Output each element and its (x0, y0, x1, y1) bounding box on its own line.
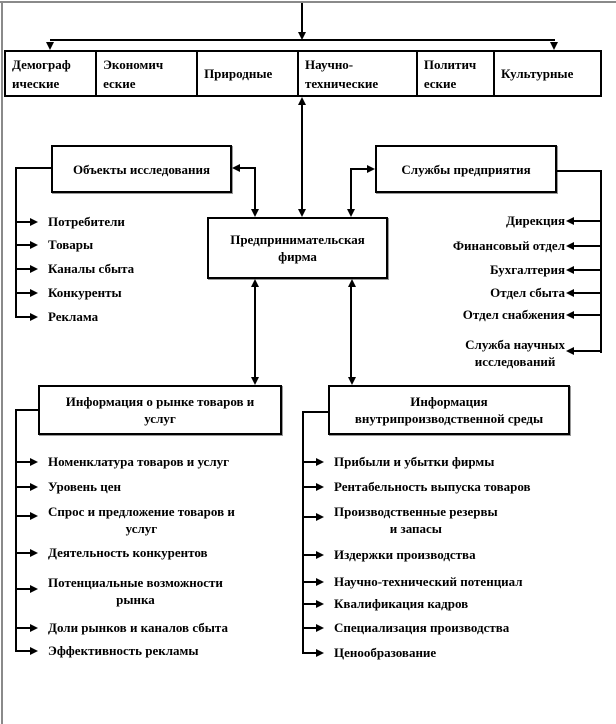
arrow-left-icon (566, 289, 574, 297)
connector-line (16, 292, 30, 294)
arrow-right-icon (30, 624, 38, 632)
connector-line (16, 486, 30, 488)
connector-line (254, 287, 256, 377)
arrow-right-icon (316, 513, 324, 521)
arrow-down-icon (550, 42, 558, 50)
connector-line (350, 287, 352, 377)
connector-line (557, 170, 602, 172)
arrow-left-icon (232, 164, 240, 172)
arrow-left-icon (566, 266, 574, 274)
connector-line (574, 269, 601, 271)
service-item: Отдел снабжения (462, 307, 565, 322)
market-item: Доли рынков и каналов сбыта (48, 620, 228, 635)
research-objects-box: Объекты исследования (51, 145, 232, 193)
internal-item: Специализация производства (334, 620, 510, 635)
arrow-right-icon (316, 551, 324, 559)
connector-line (16, 552, 30, 554)
arrow-right-icon (316, 483, 324, 491)
connector-line (16, 167, 51, 169)
connector-line (16, 588, 30, 590)
arrow-right-icon (316, 649, 324, 657)
arrow-down-icon (347, 209, 355, 217)
connector-line (303, 627, 316, 629)
market-item: Уровень цен (48, 479, 122, 494)
connector-line (574, 220, 601, 222)
arrow-right-icon (367, 165, 375, 173)
page-border-left (1, 1, 3, 724)
arrow-right-icon (30, 265, 38, 273)
factor-cell-economic: Экономич еские (95, 52, 196, 95)
arrow-right-icon (30, 289, 38, 297)
service-item: Дирекция (506, 213, 565, 228)
connector-line (303, 554, 316, 556)
arrow-left-icon (566, 347, 574, 355)
internal-item: Рентабельность выпуска товаров (334, 479, 531, 494)
connector-line (16, 461, 30, 463)
connector-line (302, 411, 304, 654)
internal-item: Квалификация кадров (334, 596, 469, 611)
market-item: Эффективность рекламы (48, 643, 199, 658)
page-border-top (0, 1, 616, 3)
connector-line (303, 516, 316, 518)
internal-info-box: Информация внутрипроизводственной среды (328, 385, 570, 435)
research-item: Товары (48, 237, 94, 252)
market-item: Спрос и предложение товаров и услуг (48, 504, 235, 536)
factor-cell-political: Политич еские (416, 52, 493, 95)
service-item: Финансовый отдел (452, 238, 565, 253)
macro-factors-row (4, 50, 602, 97)
connector-line (17, 409, 38, 411)
connector-line (303, 581, 316, 583)
internal-item: Научно-технический потенциал (334, 574, 523, 589)
arrow-left-icon (566, 217, 574, 225)
connector-line (16, 316, 30, 318)
internal-item: Издержки производства (334, 547, 476, 562)
arrow-down-icon (348, 377, 356, 385)
connector-line (303, 411, 328, 413)
connector-line (16, 650, 30, 652)
arrow-right-icon (30, 218, 38, 226)
arrow-left-icon (566, 242, 574, 250)
arrow-down-icon (251, 377, 259, 385)
arrow-right-icon (30, 313, 38, 321)
connector-line (15, 167, 17, 318)
research-item: Потребители (48, 214, 125, 229)
service-item: Бухгалтерия (490, 262, 565, 277)
arrow-right-icon (316, 458, 324, 466)
arrow-right-icon (30, 549, 38, 557)
connector-line (303, 461, 316, 463)
connector-line (303, 652, 316, 654)
connector-line (303, 486, 316, 488)
connector-line (600, 170, 602, 353)
connector-line (254, 167, 256, 209)
connector-line (303, 603, 316, 605)
market-item: Номенклатура товаров и услуг (48, 454, 230, 469)
connector-line (301, 105, 303, 209)
arrow-right-icon (30, 483, 38, 491)
factor-cell-scientific-technical: Научно- технические (297, 52, 416, 95)
connector-line (16, 268, 30, 270)
arrow-down-icon (251, 209, 259, 217)
arrow-right-icon (316, 624, 324, 632)
market-item: Потенциальные возможности рынка (48, 575, 223, 607)
connector-line (15, 409, 17, 652)
connector-line (301, 3, 303, 32)
arrow-down-icon (46, 42, 54, 50)
internal-item: Ценообразование (334, 645, 437, 660)
market-item: Деятельность конкурентов (48, 545, 208, 560)
connector-line (16, 244, 30, 246)
arrow-right-icon (30, 241, 38, 249)
arrow-up-icon (298, 97, 306, 105)
connector-line (16, 221, 30, 223)
arrow-up-icon (348, 279, 356, 287)
connector-line (574, 245, 601, 247)
connector-line (574, 292, 601, 294)
arrow-right-icon (30, 458, 38, 466)
factor-cell-demographic: Демограф ические (12, 56, 71, 91)
arrow-right-icon (316, 578, 324, 586)
connector-line (350, 168, 352, 209)
connector-line (351, 168, 367, 170)
internal-item: Прибыли и убытки фирмы (334, 454, 495, 469)
entrepreneurial-firm-box: Предпринимательская фирма (207, 217, 388, 279)
enterprise-services-box: Службы предприятия (375, 145, 557, 193)
connector-line (574, 314, 601, 316)
internal-item: Производственные резервы и запасы (334, 504, 498, 536)
arrow-down-icon (298, 209, 306, 217)
arrow-right-icon (316, 600, 324, 608)
connector-line (50, 39, 555, 41)
arrow-right-icon (30, 512, 38, 520)
research-item: Реклама (48, 309, 99, 324)
factor-cell-natural: Природные (196, 52, 297, 95)
arrow-right-icon (30, 647, 38, 655)
connector-line (16, 627, 30, 629)
arrow-left-icon (566, 311, 574, 319)
factor-cell-cultural: Культурные (493, 52, 600, 95)
service-item: Отдел сбыта (490, 285, 565, 300)
research-item: Каналы сбыта (48, 261, 135, 276)
research-item: Конкуренты (48, 285, 122, 300)
service-item: Служба научных исследований (465, 337, 565, 369)
connector-line (574, 350, 601, 352)
connector-line (16, 515, 30, 517)
arrow-right-icon (30, 585, 38, 593)
arrow-up-icon (251, 279, 259, 287)
market-info-box: Информация о рынке товаров и услуг (38, 385, 282, 435)
